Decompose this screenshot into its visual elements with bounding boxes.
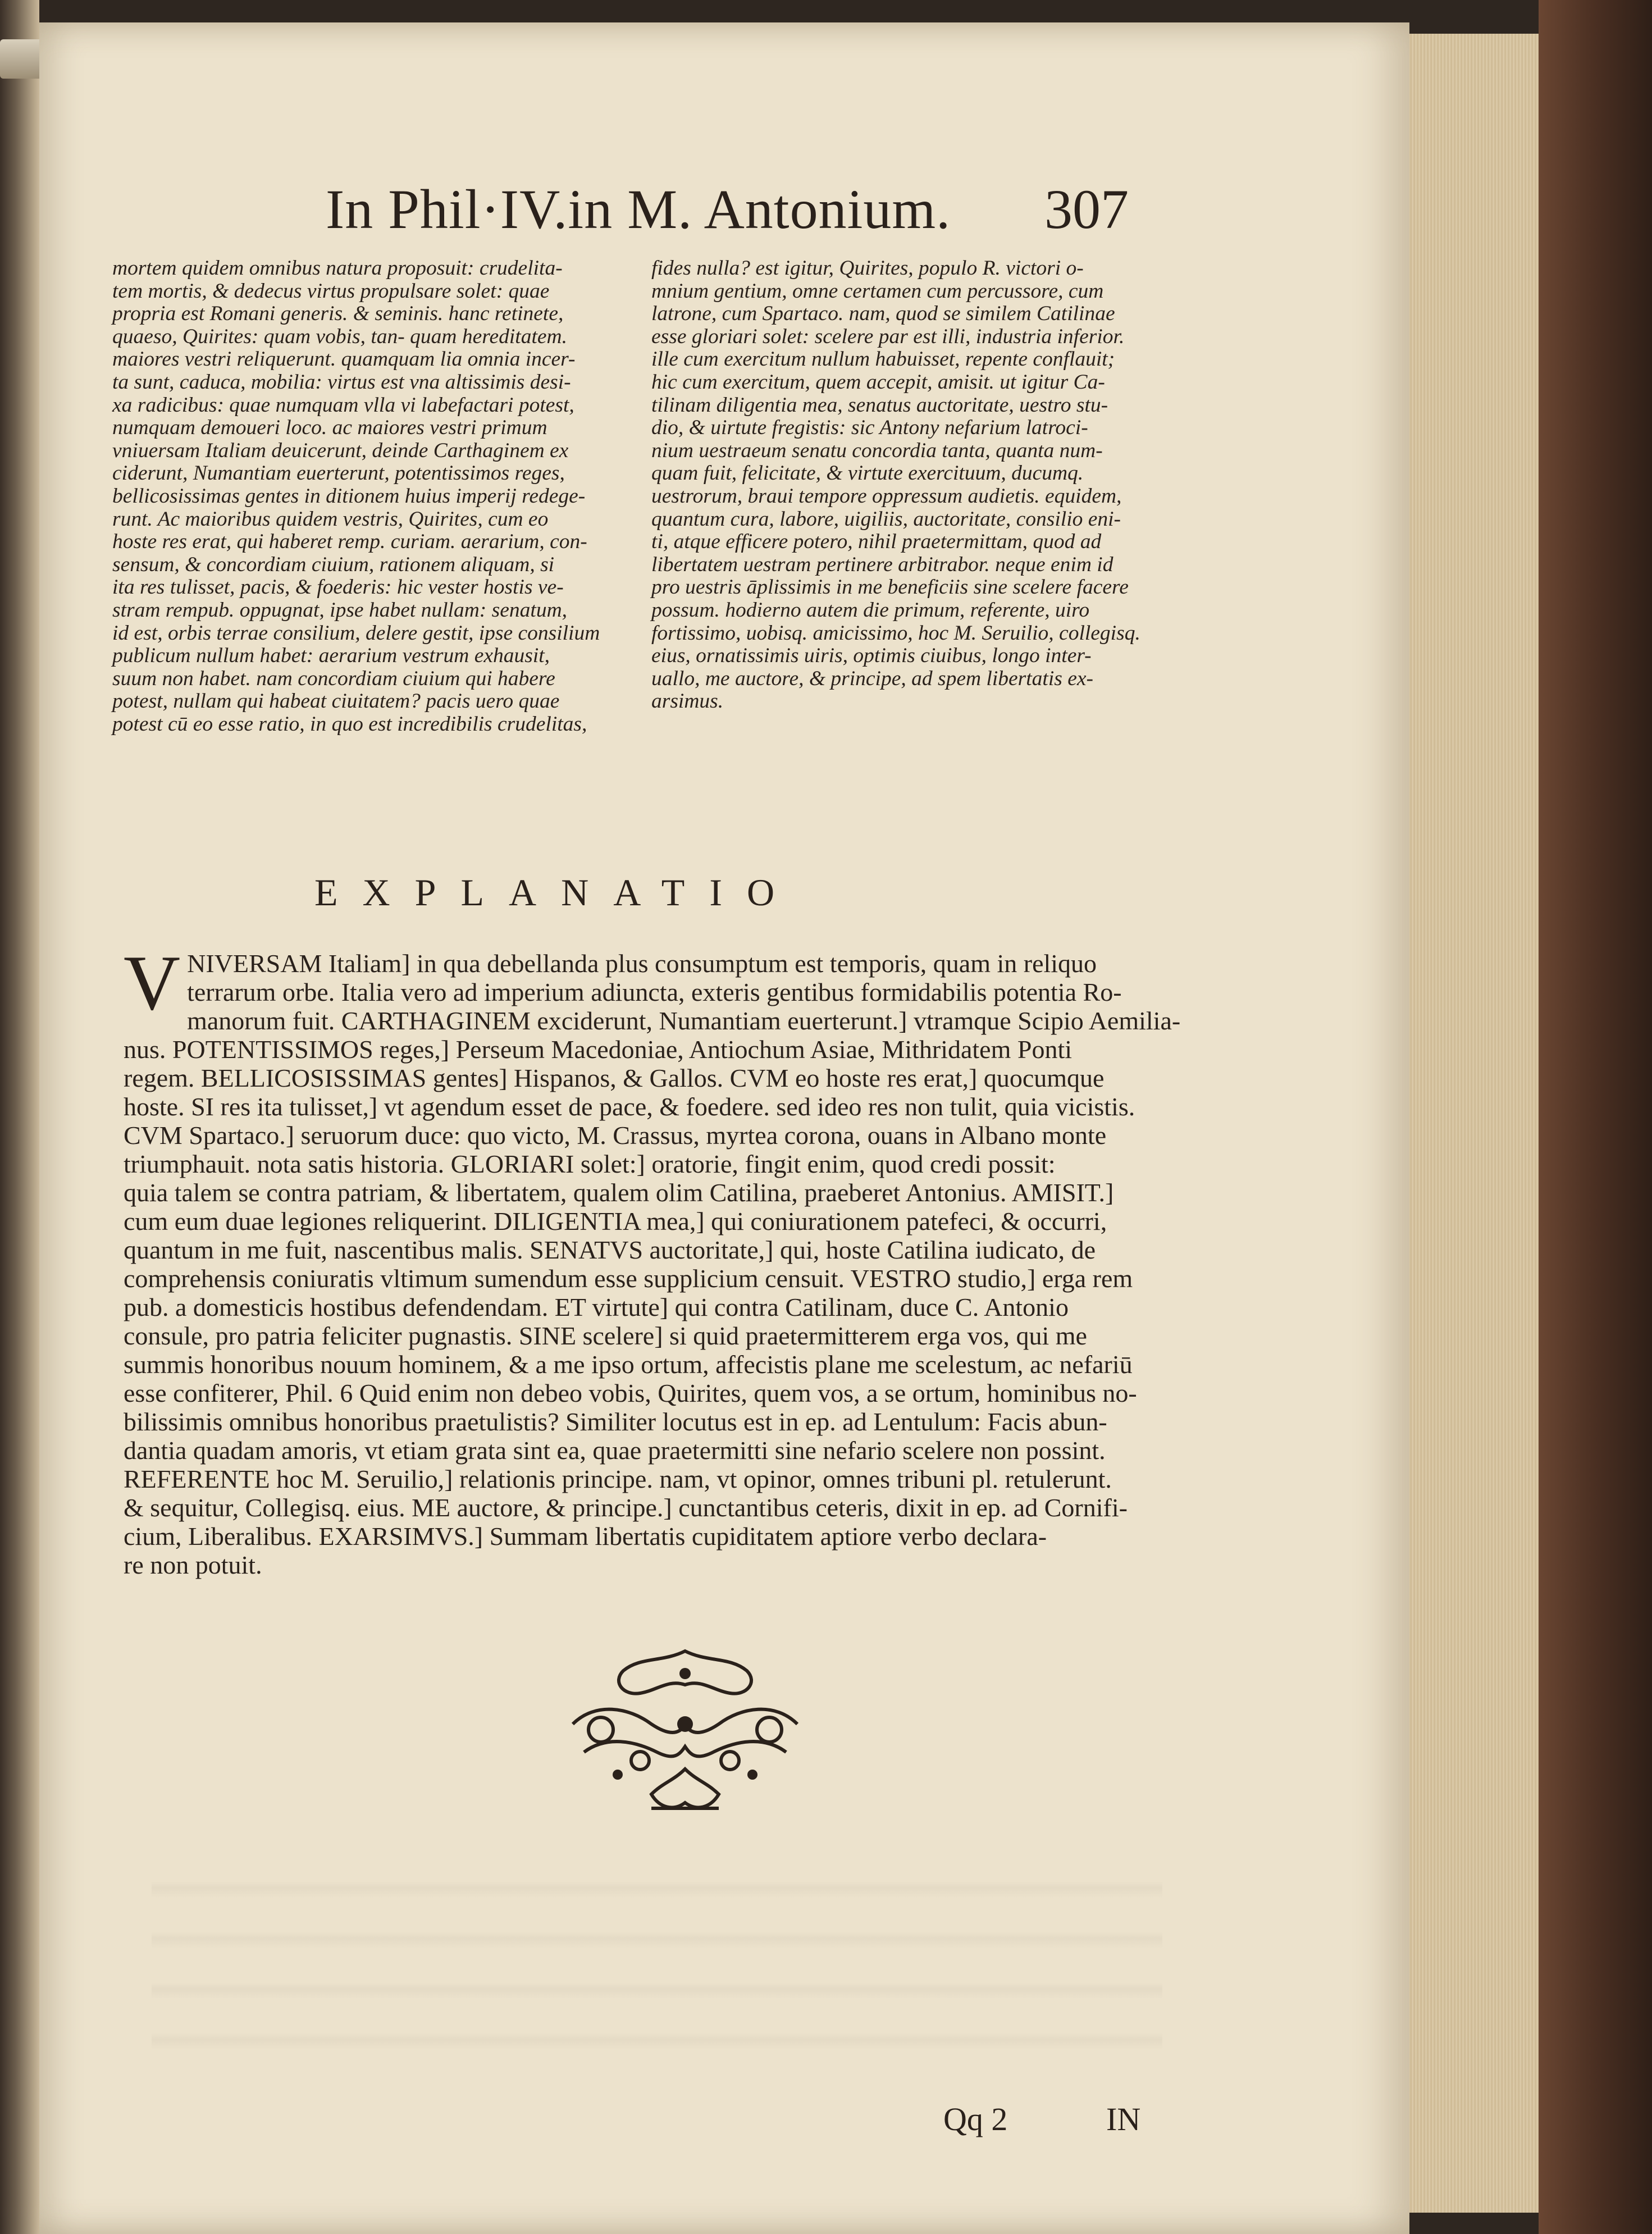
commentary-line: consule, pro patria feliciter pugnastis. SINE scelere] si quid praetermitterem erga vos, qui me bbox=[124, 1321, 1087, 1350]
text-line: runt. Ac maioribus quidem vestris, Quirites, cum eo bbox=[112, 507, 549, 531]
text-line: ta sunt, caduca, mobilia: virtus est vna altissimis desi- bbox=[112, 370, 571, 394]
commentary-line: bilissimis omnibus honoribus praetulistis? Similiter locutus est in ep. ad Lentulum: Facis abun- bbox=[124, 1407, 1107, 1436]
text-line: uallo, me auctore, & principe, ad spem libertatis ex- bbox=[651, 667, 1094, 690]
text-column-right bbox=[651, 257, 1202, 713]
text-line: arsimus. bbox=[651, 690, 724, 713]
commentary-line: esse confiterer, Phil. 6 Quid enim non debeo vobis, Quirites, quem vos, a se ortum, hominibus no- bbox=[124, 1379, 1137, 1407]
commentary-line: summis honoribus nouum hominem, & a me ipso ortum, affecistis plane me scelestum, ac nefariū bbox=[124, 1350, 1133, 1379]
commentary-line: comprehensis coniuratis vltimum sumendum esse supplicium censuit. VESTRO studio,] erga rem bbox=[124, 1264, 1133, 1293]
text-line: hic cum exercitum, quem accepit, amisit. ut igitur Ca- bbox=[651, 370, 1105, 394]
text-line: uestrorum, braui tempore oppressum audietis. equidem, bbox=[651, 484, 1122, 508]
commentary-line: & sequitur, Collegisq. eius. ME auctore, & principe.] cunctantibus ceteris, dixit in ep. ad Cornifi- bbox=[124, 1493, 1128, 1522]
text-line: publicum nullum habet: aerarium vestrum exhausit, bbox=[112, 644, 550, 668]
commentary-line: quantum in me fuit, nascentibus malis. SENATVS auctoritate,] qui, hoste Catilina iudicato, de bbox=[124, 1235, 1096, 1264]
printers-ornament bbox=[539, 1640, 831, 1825]
commentary-line: regem. BELLICOSISSIMAS gentes] Hispanos, & Gallos. CVM eo hoste res erat,] quocumque bbox=[124, 1064, 1105, 1092]
commentary-line: cum eum duae legiones reliquerint. DILIGENTIA mea,] qui coniurationem patefeci, & occurri, bbox=[124, 1207, 1107, 1235]
text-line: fides nulla? est igitur, Quirites, populo R. victori o- bbox=[651, 257, 1084, 280]
drop-cap: V bbox=[124, 940, 181, 1027]
commentary-line: NIVERSAM Italiam] in qua debellanda plus consumptum est temporis, quam in reliquo bbox=[187, 949, 1097, 978]
commentary-line: triumphauit. nota satis historia. GLORIARI solet:] oratorie, fingit enim, quod credi possit: bbox=[124, 1150, 1056, 1178]
section-heading: EXPLANATIO bbox=[314, 871, 800, 914]
text-line: propria est Romani generis. & seminis. hanc retinete, bbox=[112, 302, 564, 326]
text-line: ti, atque efficere potero, nihil praetermittam, quod ad bbox=[651, 530, 1102, 554]
text-line: latrone, cum Spartaco. nam, quod se similem Catilinae bbox=[651, 302, 1115, 326]
text-line: quantum cura, labore, uigiliis, auctoritate, consilio eni- bbox=[651, 507, 1121, 531]
text-line: pro uestris āplissimis in me beneficiis sine scelere facere bbox=[651, 576, 1129, 599]
page-number: 307 bbox=[1044, 178, 1129, 240]
text-line: mnium gentium, omne certamen cum percussore, cum bbox=[651, 279, 1104, 303]
commentary-line: cium, Liberalibus. EXARSIMVS.] Summam libertatis cupiditatem aptiore verbo declara- bbox=[124, 1522, 1047, 1551]
text-line: nium uestraeum senatu concordia tanta, quanta num- bbox=[651, 439, 1103, 462]
commentary-line: pub. a domesticis hostibus defendendam. ET virtute] qui contra Catilinam, duce C. Antonio bbox=[124, 1293, 1069, 1321]
text-line: quam fuit, felicitate, & virtute exercituum, ducumq. bbox=[651, 462, 1084, 485]
left-page-edge bbox=[0, 0, 39, 2234]
text-line: ciderunt, Numantiam euerterunt, potentissimos reges, bbox=[112, 462, 565, 485]
text-line: maiores vestri reliquerunt. quamquam lia omnia incer- bbox=[112, 348, 576, 371]
commentary-line: dantia quadam amoris, vt etiam grata sint ea, quae praetermitti sine nefario scelere non possint. bbox=[124, 1436, 1106, 1465]
text-line: hoste res erat, qui haberet remp. curiam. aerarium, con- bbox=[112, 530, 587, 554]
text-line: mortem quidem omnibus natura proposuit: crudelita- bbox=[112, 257, 563, 280]
text-line: vniuersam Italiam deuicerunt, deinde Carthaginem ex bbox=[112, 439, 569, 462]
commentary-line: REFERENTE hoc M. Seruilio,] relationis principe. nam, vt opinor, omnes tribuni pl. retulerunt. bbox=[124, 1465, 1112, 1493]
running-title: In Phil·IV.in M. Antonium. bbox=[326, 178, 951, 240]
text-line: sensum, & concordiam ciuium, rationem aliquam, si bbox=[112, 553, 555, 576]
text-line: dio, & uirtute fregistis: sic Antony nefarium latroci- bbox=[651, 416, 1088, 440]
text-line: possum. hodierno autem die primum, referente, uiro bbox=[651, 598, 1090, 622]
text-line: fortissimo, uobisq. amicissimo, hoc M. Seruilio, collegisq. bbox=[651, 621, 1140, 645]
commentary-line: re non potuit. bbox=[124, 1551, 262, 1579]
show-through-text bbox=[152, 1848, 1162, 2061]
text-line: stram rempub. oppugnat, ipse habet nullam: senatum, bbox=[112, 598, 568, 622]
text-line: esse gloriari solet: scelere par est illi, industria inferior. bbox=[651, 325, 1125, 348]
catchword: IN bbox=[1106, 2101, 1141, 2137]
book-cover-edge bbox=[1539, 0, 1652, 2234]
commentary-line: hoste. SI res ita tulisset,] vt agendum esset de pace, & foedere. sed ideo res non tulit, quia vicistis. bbox=[124, 1092, 1135, 1121]
text-line: tilinam diligentia mea, senatus auctoritate, uestro stu- bbox=[651, 393, 1108, 417]
book-page bbox=[39, 22, 1409, 2234]
page-block-edges bbox=[1409, 34, 1539, 2213]
commentary-line: quia talem se contra patriam, & libertatem, qualem olim Catilina, praeberet Antonius. AMISIT.] bbox=[124, 1178, 1114, 1207]
commentary-line: CVM Spartaco.] seruorum duce: quo victo, M. Crassus, myrtea corona, ouans in Albano monte bbox=[124, 1121, 1107, 1150]
text-line: potest cū eo esse ratio, in quo est incredibilis crudelitas, bbox=[112, 712, 587, 736]
text-line: quaeso, Quirites: quam vobis, tan- quam hereditatem. bbox=[112, 325, 567, 348]
text-line: potest, nullam qui habeat ciuitatem? pacis uero quae bbox=[112, 690, 560, 713]
commentary-line: manorum fuit. CARTHAGINEM exciderunt, Numantiam euerterunt.] vtramque Scipio Aemilia- bbox=[187, 1006, 1181, 1035]
page-header bbox=[39, 177, 1409, 256]
text-line: numquam demoueri loco. ac maiores vestri primum bbox=[112, 416, 547, 440]
commentary-line: terrarum orbe. Italia vero ad imperium adiuncta, exteris gentibus formidabilis potentia Ro- bbox=[187, 978, 1122, 1006]
text-line: ita res tulisset, pacis, & foederis: hic vester hostis ve- bbox=[112, 576, 564, 599]
text-line: id est, orbis terrae consilium, delere gestit, ipse consilium bbox=[112, 621, 600, 645]
text-line: bellicosissimas gentes in ditionem huius imperij redege- bbox=[112, 484, 586, 508]
text-column-left bbox=[112, 257, 663, 736]
commentary-line: nus. POTENTISSIMOS reges,] Perseum Macedoniae, Antiochum Asiae, Mithridatem Ponti bbox=[124, 1035, 1073, 1064]
text-line: eius, ornatissimis uiris, optimis ciuibus, longo inter- bbox=[651, 644, 1092, 668]
text-line: xa radicibus: quae numquam vlla vi labefactari potest, bbox=[112, 393, 574, 417]
signature-mark: Qq 2 bbox=[943, 2101, 1008, 2137]
text-line: suum non habet. nam concordiam ciuium qui habere bbox=[112, 667, 555, 690]
commentary-block bbox=[124, 940, 1221, 1579]
text-line: ille cum exercitum nullum habuisset, repente conflauit; bbox=[651, 348, 1115, 371]
text-line: libertatem uestram pertinere arbitrabor. neque enim id bbox=[651, 553, 1113, 576]
text-line: tem mortis, & dedecus virtus propulsare solet: quae bbox=[112, 279, 550, 303]
